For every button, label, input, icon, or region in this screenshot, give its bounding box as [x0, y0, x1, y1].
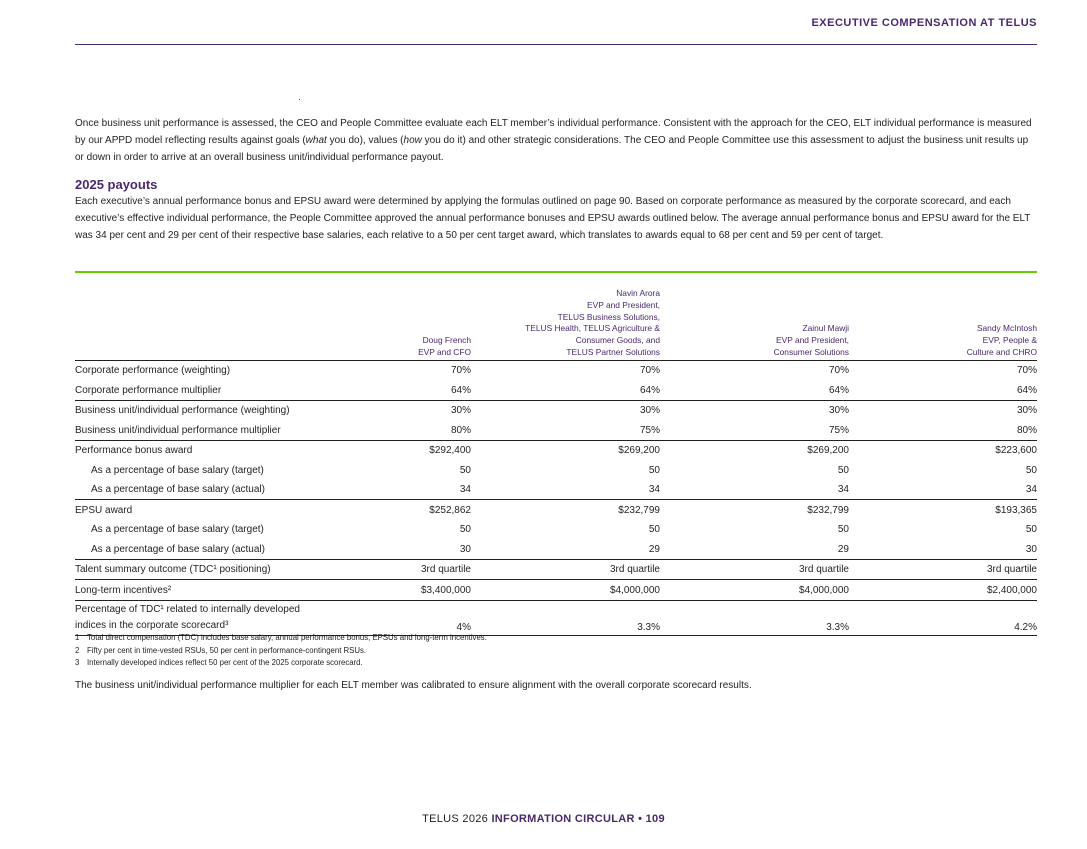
row-value: 50 — [1025, 524, 1037, 536]
row-value: 50 — [648, 524, 660, 536]
table-top-rule — [75, 271, 1037, 273]
row-value: 3rd quartile — [471, 559, 660, 580]
row-value: 64% — [1016, 384, 1037, 396]
row-value: 30% — [471, 400, 660, 420]
table-row — [75, 480, 1037, 500]
executive-title-line: TELUS Health, TELUS Agriculture & — [525, 323, 660, 334]
row-value: $3,400,000 — [350, 580, 471, 601]
row-value: 29 — [648, 543, 660, 555]
row-value: $4,000,000 — [471, 580, 660, 601]
page-number: 109 — [645, 813, 665, 825]
row-value: 30% — [660, 400, 849, 420]
row-value: 29 — [837, 543, 849, 555]
row-value: 4% — [350, 600, 471, 635]
table-row — [75, 360, 1037, 380]
payouts-paragraph: Each executive’s annual performance bonus and EPSU award were determined by applying the formulas outlined on page 90. Based on corporate performance as measured by the corporate scorecard, and each executive’s effective individual performance, the People Committee approved the annual performance bonuses and EPSU awards outlined below. The average annual performance bonus and EPSU award for the ELT was 34 per cent and 29 per cent of their respective base salaries, each relative to a 50 per cent target award, which translates to awards equal to 68 per cent and 59 per cent of target. — [75, 196, 1031, 241]
row-value: 64% — [639, 384, 660, 396]
table-row — [75, 600, 1037, 635]
row-value: 50 — [648, 464, 660, 476]
footnote-number: 1 — [75, 633, 80, 642]
row-value: 3.3% — [660, 600, 849, 635]
intro-text-part3: you do it) and other strategic considerations. The CEO and People Committee use this assessment to adjust the business unit results up or down in order to arrive at an overall business unit/individual performance payout. — [75, 135, 1029, 163]
row-value: 70% — [639, 365, 660, 377]
table-row — [75, 440, 1037, 460]
row-value: $4,000,000 — [660, 580, 849, 601]
footer-prefix: TELUS 2026 — [422, 813, 492, 825]
row-value: 3rd quartile — [660, 559, 849, 580]
row-label — [75, 600, 350, 635]
row-value: $223,600 — [849, 440, 1037, 460]
row-value: 3rd quartile — [849, 559, 1037, 580]
executive-title-line: EVP and President, — [587, 299, 660, 310]
row-value: $232,799 — [660, 500, 849, 520]
intro-emphasis-how: how — [403, 135, 422, 146]
table-row — [75, 380, 1037, 400]
footnote-number: 3 — [75, 658, 80, 667]
table-row — [75, 420, 1037, 440]
row-value: 64% — [828, 384, 849, 396]
footnote — [75, 657, 487, 670]
row-value: 30% — [350, 400, 471, 420]
executive-title-line: EVP, People & — [982, 335, 1037, 346]
row-value: 75% — [639, 424, 660, 436]
payouts-heading: 2025 payouts — [75, 177, 158, 192]
footnote-text: Total direct compensation (TDC) includes base salary, annual performance bonus, EPSUs and long-term incentives. — [87, 633, 487, 642]
row-value: 50 — [459, 464, 471, 476]
row-label: Business unit/individual performance (weighting) — [75, 400, 350, 420]
row-label: Performance bonus award — [75, 440, 350, 460]
page-section-title: EXECUTIVE COMPENSATION AT TELUS — [811, 17, 1037, 29]
footnote — [75, 645, 487, 658]
table-row — [75, 539, 1037, 559]
row-value: 70% — [1016, 365, 1037, 377]
row-value: 50 — [1025, 464, 1037, 476]
closing-paragraph: The business unit/individual performance multiplier for each ELT member was calibrated to ensure alignment with the overall corporate scorecard results. — [75, 680, 752, 691]
row-value: 50 — [459, 524, 471, 536]
row-value: 75% — [828, 424, 849, 436]
footnote — [75, 632, 487, 645]
executive-name: Sandy McIntosh — [976, 323, 1037, 334]
executive-payout-table — [75, 288, 1037, 636]
footer-separator: • — [634, 813, 646, 825]
row-value: $2,400,000 — [849, 580, 1037, 601]
executive-title-line: EVP and President, — [776, 335, 849, 346]
footnotes — [75, 632, 487, 670]
executive-title-line: Consumer Solutions — [773, 346, 849, 357]
row-label: As a percentage of base salary (actual) — [91, 543, 265, 555]
row-value: 80% — [1016, 424, 1037, 436]
table-row — [75, 460, 1037, 480]
row-value: $193,365 — [849, 500, 1037, 520]
row-value: $269,200 — [660, 440, 849, 460]
table-row — [75, 400, 1037, 420]
intro-text-part2: you do), values ( — [326, 135, 404, 146]
row-value: 70% — [828, 365, 849, 377]
executive-name: Doug French — [422, 335, 471, 346]
page-footer — [0, 813, 1087, 825]
row-value: 50 — [837, 524, 849, 536]
table-row — [75, 500, 1037, 520]
header-label-cell — [75, 288, 350, 360]
row-value: 30% — [849, 400, 1037, 420]
row-value: $232,799 — [471, 500, 660, 520]
row-label: As a percentage of base salary (actual) — [91, 484, 265, 496]
row-label: Talent summary outcome (TDC¹ positioning) — [75, 559, 350, 580]
header-executive-1 — [350, 288, 471, 360]
row-label: Corporate performance (weighting) — [75, 365, 231, 377]
footnote-number: 2 — [75, 645, 80, 655]
row-label: EPSU award — [75, 500, 350, 520]
footnote-text: Fifty per cent in time-vested RSUs, 50 per cent in performance-contingent RSUs. — [87, 645, 367, 655]
intro-text-part1: Once business unit performance is assessed, the CEO and People Committee evaluate each ELT member’s individual performance. Consistent with the approach for the CEO, ELT individual performance is measured by our APPD model reflecting results against goals ( — [75, 118, 1032, 146]
row-value: 34 — [1025, 484, 1037, 496]
row-label: Business unit/individual performance multiplier — [75, 424, 281, 436]
executive-title-line: TELUS Business Solutions, — [557, 311, 660, 322]
intro-paragraph — [75, 115, 1037, 166]
row-value: 3.3% — [471, 600, 660, 635]
row-value: 3rd quartile — [350, 559, 471, 580]
row-label: Long-term incentives² — [75, 580, 350, 601]
footer-title: INFORMATION CIRCULAR — [491, 813, 635, 825]
row-value: 80% — [450, 424, 471, 436]
footnote-text: Internally developed indices reflect 50 per cent of the 2025 corporate scorecard. — [87, 658, 363, 667]
row-label-line: Percentage of TDC¹ related to internally developed — [75, 603, 300, 615]
executive-title-line: Consumer Goods, and — [575, 335, 660, 346]
header-executive-2 — [471, 288, 660, 360]
header-divider — [75, 44, 1037, 45]
row-value: 70% — [450, 365, 471, 377]
row-value: 34 — [648, 484, 660, 496]
row-value: $292,400 — [350, 440, 471, 460]
stray-mark — [299, 99, 300, 100]
table-header-row — [75, 288, 1037, 360]
table-row — [75, 580, 1037, 601]
row-value: $269,200 — [471, 440, 660, 460]
table-row — [75, 559, 1037, 580]
row-value: 30 — [459, 543, 471, 555]
executive-name: Navin Arora — [616, 288, 660, 298]
row-value: 34 — [459, 484, 471, 496]
intro-emphasis-what: what — [305, 135, 327, 146]
header-executive-4 — [849, 288, 1037, 360]
executive-title-line: EVP and CFO — [418, 346, 471, 357]
table-row — [75, 520, 1037, 540]
row-value: 30 — [1025, 543, 1037, 555]
row-value: 34 — [837, 484, 849, 496]
row-label-line: indices in the corporate scorecard³ — [75, 619, 229, 631]
row-label: As a percentage of base salary (target) — [91, 464, 264, 476]
row-label: Corporate performance multiplier — [75, 384, 222, 396]
header-executive-3 — [660, 288, 849, 360]
row-label: As a percentage of base salary (target) — [91, 524, 264, 536]
row-value: $252,862 — [350, 500, 471, 520]
executive-title-line: Culture and CHRO — [966, 346, 1037, 357]
executive-name: Zainul Mawji — [802, 323, 849, 334]
row-value: 4.2% — [849, 600, 1037, 635]
row-value: 64% — [450, 384, 471, 396]
executive-title-line: TELUS Partner Solutions — [566, 346, 660, 357]
row-value: 50 — [837, 464, 849, 476]
